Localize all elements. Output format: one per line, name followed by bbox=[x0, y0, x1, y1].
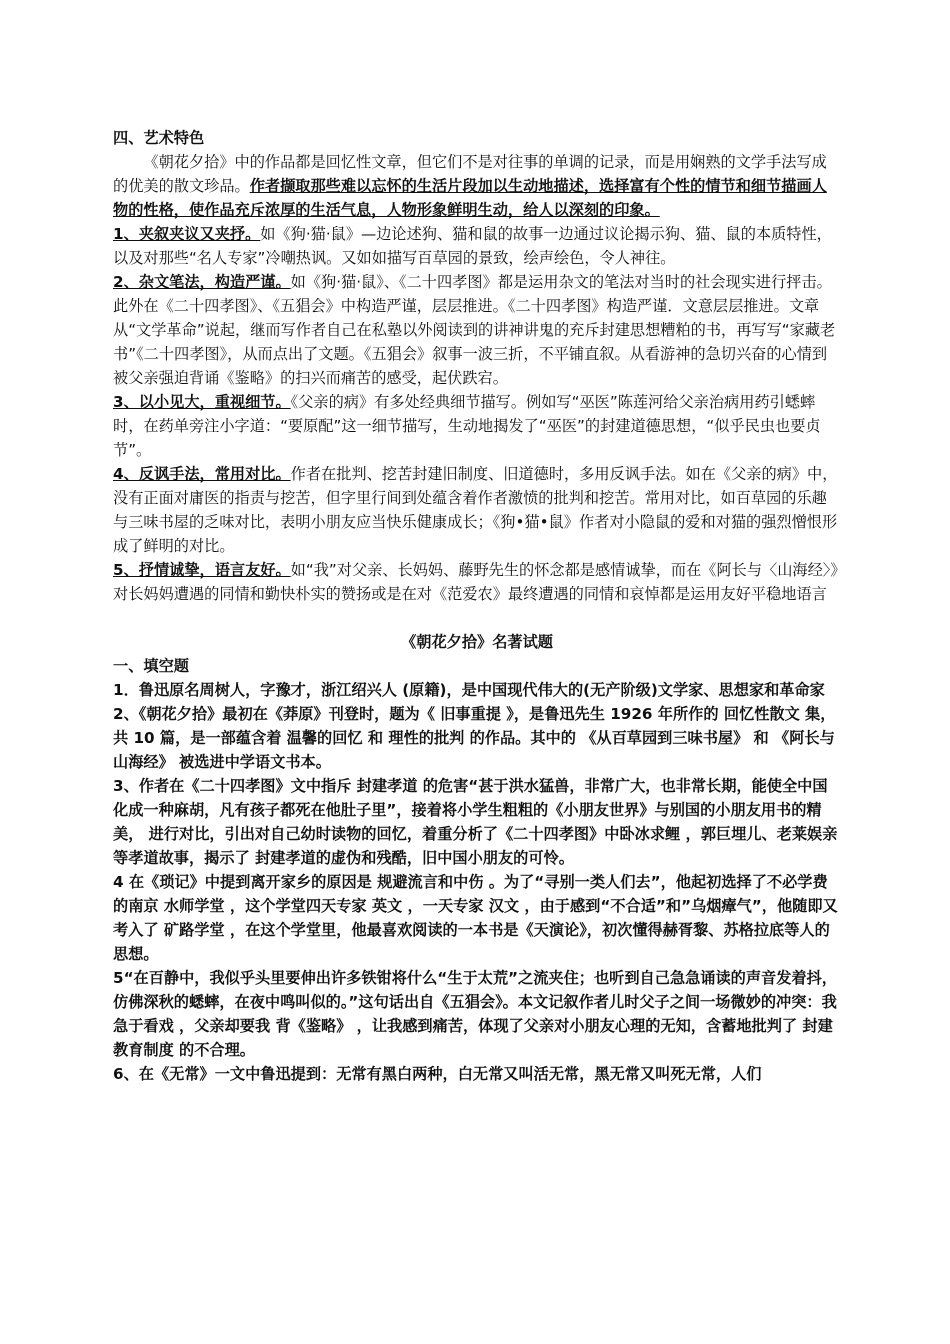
quiz-question: 1．鲁迅原名周树人，字豫才，浙江绍兴人 (原籍)，是中国现代伟大的(无产阶级)文学家、思想家和革命家 bbox=[113, 681, 825, 699]
section-intro bbox=[113, 150, 841, 222]
feature-item bbox=[113, 558, 841, 606]
feature-text: 如“我”对父亲、长妈妈、藤野先生的怀念都是感情诚挚，而在《阿长与〈山海经〉》对长妈妈遭遇的同情和勤快朴实的赞扬或是在对《范爱农》最终遭遇的同情和哀悼都是运用友好平稳地语言 bbox=[113, 561, 838, 603]
quiz-question: 3、作者在《二十四孝图》文中指斥 封建孝道 的危害“甚于洪水猛兽，非常广大，也非常长期，能使全中国化成一种麻胡，凡有孩子都死在他肚子里”，接着将小学生粗粗的《小朋友世界》与别国的小朋友用书的精美， 进行对比，引出对自己幼时读物的回忆，着重分析了《二十四孝图》中卧冰求鲤 ，郭巨埋儿、老莱娱亲 等孝道故事，揭示了 封建孝道的虚伪和残酷，旧中国小朋友的可怜。 bbox=[113, 777, 838, 867]
intro-emphasis: 作者撷取那些难以忘怀的生活片段加以生动地描述，选择富有个性的情节和细节描画人物的性格，使作品充斥浓厚的生活气息，人物形象鲜明生动，给人以深刻的印象。 bbox=[113, 177, 827, 219]
document-page bbox=[113, 126, 841, 1086]
spacer bbox=[113, 606, 841, 630]
quiz-question: 6、在《无常》一文中鲁迅提到：无常有黑白两种，白无常又叫活无常，黑无常又叫死无常，人们 bbox=[113, 1065, 762, 1083]
feature-item bbox=[113, 222, 841, 270]
feature-lead: 3、以小见大，重视细节。 bbox=[113, 393, 291, 411]
feature-text: 如《狗·猫·鼠》、《二十四孝图》都是运用杂文的笔法对当时的社会现实进行抨击。此外在《二十四孝图》、《五猖会》中构造严谨，层层推进。《二十四孝图》构造严谨．文意层层推进。文章从“文学革命”说起，继而写作者自己在私塾以外阅读到的讲神讲鬼的充斥封建思想糟粕的书，再写写“家藏老书”《二十四孝图》，从而点出了文题。《五猖会》叙事一波三折，不平铺直叙。从看游神的急切兴奋的心情到被父亲强迫背诵《鉴略》的扫兴而痛苦的感受，起伏跌宕。 bbox=[113, 273, 836, 387]
intro-text: 《朝花夕拾》中的作品都是回忆性文章，但它们不是对往事的单调的记录，而是用娴熟的文学手法写成的优美的散文珍品。 bbox=[113, 153, 827, 195]
feature-item bbox=[113, 270, 841, 390]
feature-text: 《父亲的病》有多处经典细节描写。例如写“巫医”陈莲河给父亲治病用药引蟋蟀时，在药单旁注小字道：“要原配”这一细节描写，生动地揭发了“巫医”的封建道德思想，“似乎民虫也要贞节”。 bbox=[113, 393, 821, 459]
feature-lead: 4、反讽手法，常用对比。 bbox=[113, 465, 291, 483]
section-heading: 四、艺术特色 bbox=[113, 129, 205, 147]
feature-text: 如《狗·猫·鼠》—边论述狗、猫和鼠的故事一边通过议论揭示狗、猫、鼠的本质特性，以及对那些“名人专家”冷嘲热讽。又如如描写百草园的景致，绘声绘色，令人神往。 bbox=[113, 225, 832, 267]
quiz-question: 5“在百静中，我似乎头里要伸出许多铁钳将什么“生于太荒”之流夹住；也听到自己急急诵读的声音发着抖，仿佛深秋的蟋蟀，在夜中鸣叫似的。”这句话出自《五猖会》。本文记叙作者儿时父子之间一场微妙的冲突：我 急于看戏 ，父亲却要我 背《鉴略》 ，让我感到痛苦，体现了父亲对小朋友心理的无知，含蓄地批判了 封建教育制度 的不合理。 bbox=[113, 969, 837, 1059]
feature-item bbox=[113, 462, 841, 558]
quiz-question: 2、《朝花夕拾》最初在《莽原》刊登时，题为《 旧事重提 》，是鲁迅先生 1926 年所作的 回忆性散文 集，共 10 篇，是一部蕴含着 温馨的回忆 和 理性的批判 的作品。其中的 《从百草园到三味书屋》 和 《阿长与山海经》 被选进中学语文书本。 bbox=[113, 705, 836, 771]
quiz-part-heading: 一、填空题 bbox=[113, 657, 189, 675]
feature-item bbox=[113, 390, 841, 462]
quiz-title: 《朝花夕拾》名著试题 bbox=[401, 633, 553, 651]
feature-lead: 5、抒情诚挚，语言友好。 bbox=[113, 561, 291, 579]
feature-lead: 1、夹叙夹议又夹抒。 bbox=[113, 225, 261, 243]
feature-lead: 2、杂文笔法，构造严谨。 bbox=[113, 273, 291, 291]
feature-text: 作者在批判、挖苦封建旧制度、旧道德时，多用反讽手法。如在《父亲的病》中，没有正面对庸医的指责与挖苦，但字里行间到处蕴含着作者激愤的批判和挖苦。常用对比，如百草园的乐趣与三味书屋的乏味对比，表明小朋友应当快乐健康成长；《狗•猫•鼠》作者对小隐鼠的爱和对猫的强烈憎恨形成了鲜明的对比。 bbox=[113, 465, 838, 555]
quiz-question: 4 在《琐记》中提到离开家乡的原因是 规避流言和中伤 。为了“寻别一类人们去”，他起初选择了不必学费的南京 水师学堂 ，这个学堂四天专家 英文 ，一天专家 汉文 ，由于感到“不合适”和”乌烟瘴气”，他随即又考入了 矿路学堂 ，在这个学堂里，他最喜欢阅读的一本书是《天演论》，初次懂得赫胥黎、苏格拉底等人的思想。 bbox=[113, 873, 838, 963]
